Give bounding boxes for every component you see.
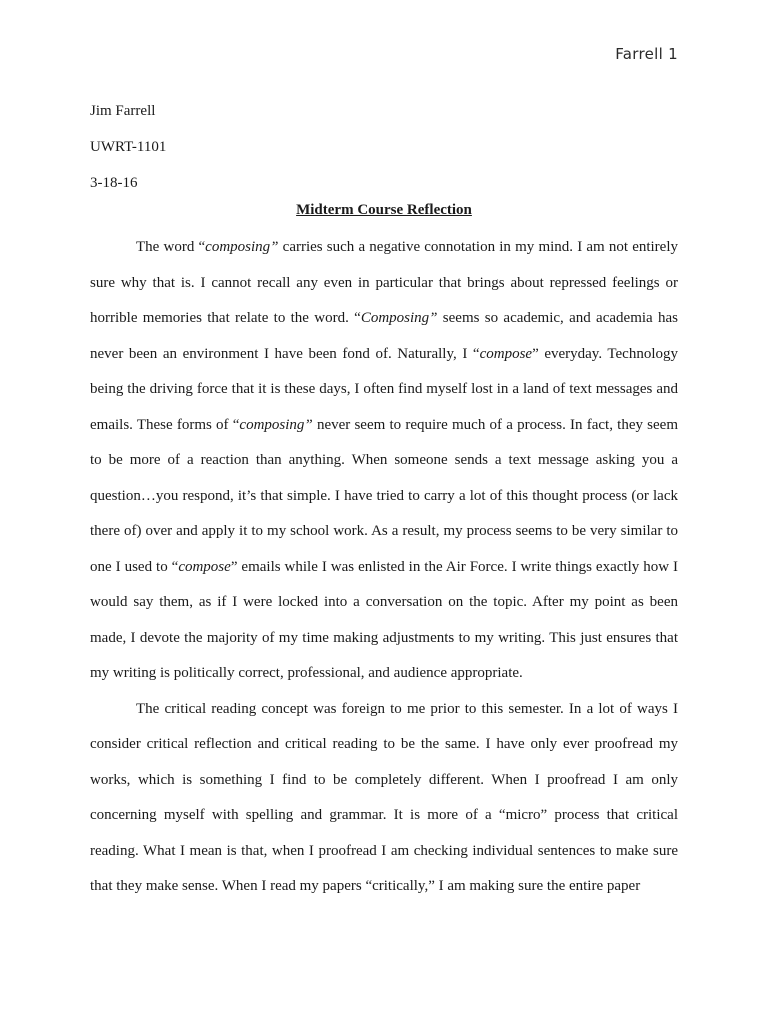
heading-block [90, 93, 166, 201]
running-head: Farrell 1 [615, 45, 678, 63]
paragraph-2 [90, 692, 678, 905]
text-run: ” emails while I was enlisted in the Air Force. I write things exactly how I would say them, as if I were locked into a conversation on the topic. After my point as been made, I devote the majority of my time making adjustments to my writing. This just ensures that my writing is politically correct, professional, and audience appropriate. [90, 558, 678, 681]
document-date: 3-18-16 [90, 175, 138, 191]
text-run: seems so academic, and academia has never been an environment I have been fond of. Naturally, I “ [90, 310, 678, 362]
text-run: The word “ [136, 239, 206, 255]
body-text [90, 230, 678, 905]
author-name: Jim Farrell [90, 103, 156, 119]
italic-term: Composing” [360, 310, 438, 326]
italic-term: composing” [205, 239, 279, 255]
text-run: The critical reading concept was foreign to me prior to this semester. In a lot of ways I consider critical reflection and critical reading to be the same. I have only ever proofread my works, which is something I find to be completely different. When I proofread I am only concerning myself with spelling and grammar. It is more of a “micro” process that critical reading. What I mean is that, when I proofread I am checking individual sentences to make sure that they make sense. When I read my papers “critically,” I am making sure the entire paper [90, 700, 678, 894]
text-run: never seem to require much of a process. In fact, they seem to be more of a reaction than anything. When someone sends a text message asking you a question…you respond, it’s that simple. I have tried to carry a lot of this thought process (or lack there of) over and apply it to my school work. As a result, my process seems to be very similar to one I used to “ [90, 416, 678, 575]
paragraph-1 [90, 230, 678, 692]
italic-term: composing” [239, 416, 313, 433]
italic-term: compose [178, 558, 231, 575]
text-run: carries such a negative connotation in my mind. I am not entirely sure why that is. I cannot recall any even in particular that brings about repressed feelings or horrible memories that relate to the word. “ [90, 239, 679, 326]
italic-term: compose [479, 345, 533, 362]
document-title: Midterm Course Reflection [296, 202, 472, 218]
text-run: ” everyday. Technology being the driving force that it is these days, I often find myself lost in a land of text messages and emails. These forms of “ [90, 345, 678, 433]
course-code: UWRT-1101 [90, 139, 167, 155]
